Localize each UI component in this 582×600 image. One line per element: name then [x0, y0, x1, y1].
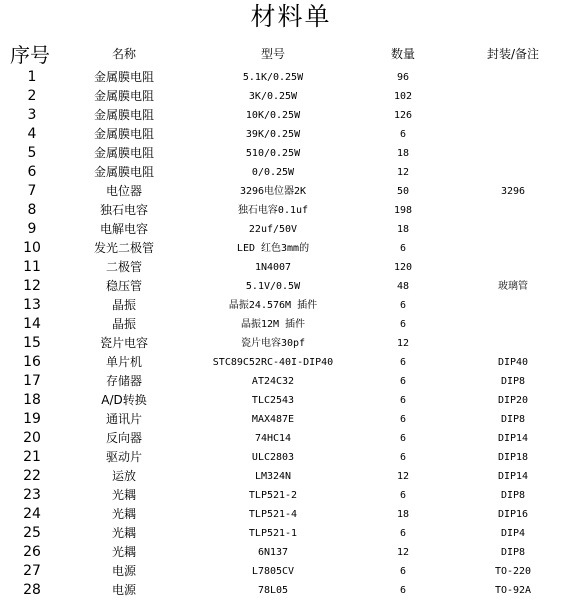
cell-model: 510/0.25W: [245, 148, 301, 159]
cell-name: 电源: [111, 564, 136, 578]
cell-model: LED 红色3mm的: [236, 243, 310, 254]
table-row: [0, 182, 582, 201]
cell-model: 1N4007: [254, 262, 292, 273]
cell-name: 存储器: [105, 374, 142, 388]
cell-model: 10K/0.25W: [245, 110, 301, 121]
cell-pkg: [444, 125, 582, 144]
table-row: [0, 220, 582, 239]
cell-seq: 10: [23, 240, 41, 256]
cell-name: 发光二极管: [93, 241, 154, 255]
cell-name: 通讯片: [105, 412, 142, 426]
table-row: [0, 68, 582, 87]
table-row: [0, 353, 582, 372]
cell-pkg: DIP8: [500, 547, 526, 558]
table-row: [0, 486, 582, 505]
table-row: [0, 163, 582, 182]
cell-model: 晶振24.576M 插件: [228, 300, 318, 311]
cell-seq: 21: [23, 449, 41, 465]
cell-pkg: DIP8: [500, 414, 526, 425]
cell-model: 0/0.25W: [251, 167, 295, 178]
cell-qty: 12: [396, 547, 410, 558]
cell-pkg: [444, 334, 582, 353]
cell-qty: 6: [399, 395, 407, 406]
cell-model: 独石电容0.1uf: [237, 205, 309, 216]
cell-qty: 6: [399, 433, 407, 444]
cell-name: 光耦: [111, 488, 136, 502]
cell-qty: 198: [393, 205, 413, 216]
cell-pkg: TO-92A: [494, 585, 532, 596]
cell-model: MAX487E: [251, 414, 295, 425]
cell-seq: 26: [23, 544, 41, 560]
cell-model: 5.1K/0.25W: [242, 72, 304, 83]
table-row: [0, 125, 582, 144]
cell-name: 晶振: [111, 317, 136, 331]
cell-pkg: [444, 220, 582, 239]
cell-seq: 18: [23, 392, 41, 408]
cell-pkg: TO-220: [494, 566, 532, 577]
cell-pkg: [444, 163, 582, 182]
cell-name: 单片机: [105, 355, 142, 369]
cell-model: TLC2543: [251, 395, 295, 406]
cell-seq: 17: [23, 373, 41, 389]
table-row: [0, 524, 582, 543]
cell-seq: 16: [23, 354, 41, 370]
cell-qty: 126: [393, 110, 413, 121]
cell-name: 运放: [111, 469, 136, 483]
cell-qty: 6: [399, 129, 407, 140]
cell-seq: 14: [23, 316, 41, 332]
table-row: [0, 296, 582, 315]
cell-qty: 120: [393, 262, 413, 273]
cell-pkg: 3296: [500, 186, 526, 197]
cell-name: 稳压管: [105, 279, 142, 293]
cell-model: 78L05: [257, 585, 289, 596]
cell-model: 39K/0.25W: [245, 129, 301, 140]
cell-pkg: [444, 315, 582, 334]
cell-seq: 12: [23, 278, 41, 294]
cell-qty: 6: [399, 414, 407, 425]
cell-pkg: DIP4: [500, 528, 526, 539]
cell-qty: 18: [396, 224, 410, 235]
table-row: [0, 448, 582, 467]
cell-seq: 5: [27, 145, 37, 161]
cell-pkg: DIP14: [497, 471, 529, 482]
table-row: [0, 410, 582, 429]
table-row: [0, 106, 582, 125]
cell-pkg: [444, 201, 582, 220]
cell-name: 光耦: [111, 507, 136, 521]
cell-name: 电位器: [105, 184, 142, 198]
page-title: 材料单: [250, 2, 332, 31]
table-row: [0, 258, 582, 277]
table-row: [0, 239, 582, 258]
cell-qty: 12: [396, 338, 410, 349]
cell-model: LM324N: [254, 471, 292, 482]
cell-qty: 12: [396, 471, 410, 482]
table-row: [0, 372, 582, 391]
cell-qty: 6: [399, 376, 407, 387]
cell-pkg: 玻璃管: [498, 281, 528, 292]
cell-model: 3296电位器2K: [239, 186, 307, 197]
cell-model: ULC2803: [251, 452, 295, 463]
cell-name: A/D转换: [101, 393, 147, 407]
cell-name: 金属膜电阻: [93, 108, 154, 122]
cell-seq: 25: [23, 525, 41, 541]
cell-name: 独石电容: [99, 203, 148, 217]
cell-pkg: [444, 258, 582, 277]
cell-qty: 6: [399, 452, 407, 463]
cell-name: 金属膜电阻: [93, 146, 154, 160]
cell-pkg: [444, 144, 582, 163]
table-row: [0, 315, 582, 334]
cell-qty: 48: [396, 281, 410, 292]
cell-seq: 27: [23, 563, 41, 579]
header-model: 型号: [260, 47, 285, 61]
cell-seq: 2: [27, 88, 37, 104]
cell-name: 电解电容: [99, 222, 148, 236]
cell-model: 74HC14: [254, 433, 292, 444]
table-row: [0, 505, 582, 524]
cell-pkg: [444, 106, 582, 125]
cell-qty: 6: [399, 243, 407, 254]
table-row: [0, 87, 582, 106]
cell-model: 22uf/50V: [248, 224, 298, 235]
cell-seq: 23: [23, 487, 41, 503]
cell-model: L7805CV: [251, 566, 295, 577]
cell-name: 二极管: [105, 260, 142, 274]
cell-qty: 6: [399, 566, 407, 577]
header-seq: 序号: [10, 43, 50, 67]
cell-name: 驱动片: [105, 450, 142, 464]
cell-seq: 9: [27, 221, 37, 237]
cell-model: TLP521-4: [248, 509, 298, 520]
header-row: [0, 39, 582, 68]
table-row: [0, 201, 582, 220]
cell-model: TLP521-2: [248, 490, 298, 501]
cell-name: 瓷片电容: [99, 336, 148, 350]
cell-pkg: DIP20: [497, 395, 529, 406]
cell-qty: 96: [396, 72, 410, 83]
cell-pkg: [444, 68, 582, 87]
header-qty: 数量: [390, 47, 415, 61]
cell-name: 金属膜电阻: [93, 89, 154, 103]
cell-qty: 102: [393, 91, 413, 102]
cell-seq: 11: [23, 259, 41, 275]
bill-of-materials-table: [0, 39, 582, 600]
cell-pkg: [444, 296, 582, 315]
cell-pkg: DIP18: [497, 452, 529, 463]
cell-seq: 15: [23, 335, 41, 351]
cell-qty: 6: [399, 490, 407, 501]
cell-model: AT24C32: [251, 376, 295, 387]
header-pkg: 封装/备注: [486, 47, 540, 61]
cell-qty: 18: [396, 509, 410, 520]
cell-name: 金属膜电阻: [93, 165, 154, 179]
cell-seq: 28: [23, 582, 41, 598]
cell-seq: 4: [27, 126, 37, 142]
cell-pkg: DIP16: [497, 509, 529, 520]
cell-seq: 22: [23, 468, 41, 484]
cell-model: 瓷片电容30pf: [240, 338, 306, 349]
cell-name: 电源: [111, 583, 136, 597]
cell-model: TLP521-1: [248, 528, 298, 539]
cell-seq: 20: [23, 430, 41, 446]
cell-model: 5.1V/0.5W: [245, 281, 301, 292]
table-row: [0, 144, 582, 163]
cell-pkg: DIP40: [497, 357, 529, 368]
cell-seq: 19: [23, 411, 41, 427]
table-body: [0, 68, 582, 600]
cell-name: 光耦: [111, 545, 136, 559]
cell-model: 3K/0.25W: [248, 91, 298, 102]
cell-pkg: [444, 239, 582, 258]
cell-seq: 24: [23, 506, 41, 522]
cell-name: 光耦: [111, 526, 136, 540]
cell-seq: 6: [27, 164, 37, 180]
cell-qty: 6: [399, 357, 407, 368]
cell-model: 晶振12M 插件: [240, 319, 306, 330]
table-row: [0, 467, 582, 486]
cell-qty: 6: [399, 300, 407, 311]
cell-seq: 3: [27, 107, 37, 123]
cell-name: 金属膜电阻: [93, 70, 154, 84]
table-row: [0, 543, 582, 562]
cell-pkg: [444, 87, 582, 106]
cell-pkg: DIP8: [500, 490, 526, 501]
cell-qty: 6: [399, 585, 407, 596]
table-row: [0, 581, 582, 600]
cell-pkg: DIP14: [497, 433, 529, 444]
table-row: [0, 429, 582, 448]
table-row: [0, 562, 582, 581]
cell-model: STC89C52RC-40I-DIP40: [212, 357, 334, 368]
cell-name: 金属膜电阻: [93, 127, 154, 141]
cell-seq: 13: [23, 297, 41, 313]
cell-qty: 6: [399, 528, 407, 539]
cell-seq: 8: [27, 202, 37, 218]
cell-qty: 6: [399, 319, 407, 330]
header-name: 名称: [111, 47, 136, 61]
table-row: [0, 391, 582, 410]
cell-name: 晶振: [111, 298, 136, 312]
cell-seq: 1: [27, 69, 37, 85]
table-row: [0, 277, 582, 296]
cell-pkg: DIP8: [500, 376, 526, 387]
table-row: [0, 334, 582, 353]
cell-seq: 7: [27, 183, 37, 199]
cell-qty: 12: [396, 167, 410, 178]
cell-model: 6N137: [257, 547, 289, 558]
cell-name: 反向器: [105, 431, 142, 445]
table-header: [0, 39, 582, 68]
cell-qty: 18: [396, 148, 410, 159]
cell-qty: 50: [396, 186, 410, 197]
